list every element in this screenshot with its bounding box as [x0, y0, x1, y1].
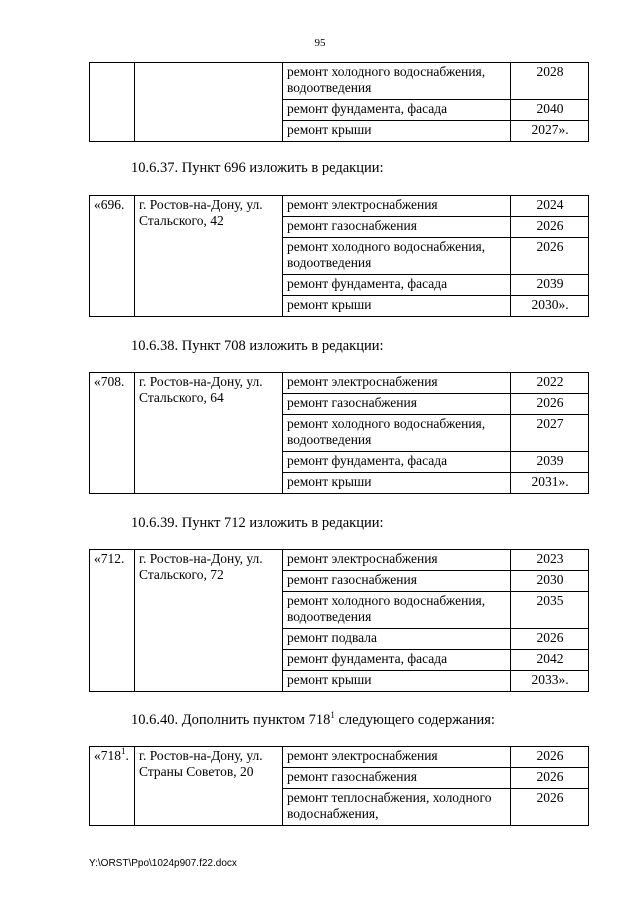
work-cell: ремонт холодного водоснабжения, водоотведения	[283, 238, 511, 275]
year-cell: 2026	[511, 747, 589, 768]
address-cell: г. Ростов-на-Дону, ул. Страны Советов, 20	[135, 747, 283, 826]
caption-superscript: 1	[330, 710, 335, 720]
work-cell: ремонт теплоснабжения, холодного водоснабжения,	[283, 789, 511, 826]
work-cell: ремонт электроснабжения	[283, 373, 511, 394]
work-cell: ремонт фундамента, фасада	[283, 100, 511, 121]
address-cell: г. Ростов-на-Дону, ул. Стальского, 42	[135, 196, 283, 317]
work-cell: ремонт фундамента, фасада	[283, 650, 511, 671]
table-row	[90, 550, 589, 571]
year-cell: 2039	[511, 275, 589, 296]
item-number-superscript: 1	[121, 746, 126, 756]
year-cell: 2039	[511, 452, 589, 473]
work-cell: ремонт крыши	[283, 671, 511, 692]
work-cell: ремонт холодного водоснабжения, водоотведения	[283, 63, 511, 100]
work-cell: ремонт фундамента, фасада	[283, 275, 511, 296]
caption-main: 10.6.40. Дополнить пунктом 718	[131, 712, 331, 728]
address-cell: г. Ростов-на-Дону, ул. Стальского, 72	[135, 550, 283, 692]
item-number: «718	[94, 748, 121, 763]
work-cell: ремонт электроснабжения	[283, 747, 511, 768]
item-number-cell: «708.	[90, 373, 135, 494]
year-cell: 2042	[511, 650, 589, 671]
year-cell: 2022	[511, 373, 589, 394]
year-cell: 2030	[511, 571, 589, 592]
year-cell: 2026	[511, 768, 589, 789]
item-number-cell: «696.	[90, 196, 135, 317]
year-cell: 2031».	[511, 473, 589, 494]
year-cell: 2027».	[511, 121, 589, 142]
year-cell: 2030».	[511, 296, 589, 317]
item-number-cell	[90, 63, 135, 142]
year-cell: 2035	[511, 592, 589, 629]
section-caption: 10.6.37. Пункт 696 изложить в редакции:	[131, 160, 384, 176]
table-row	[90, 196, 589, 217]
section-caption: 10.6.38. Пункт 708 изложить в редакции:	[131, 338, 384, 354]
table-row	[90, 373, 589, 394]
work-cell: ремонт газоснабжения	[283, 768, 511, 789]
work-cell: ремонт газоснабжения	[283, 571, 511, 592]
address-cell: г. Ростов-на-Дону, ул. Стальского, 64	[135, 373, 283, 494]
work-cell: ремонт крыши	[283, 296, 511, 317]
work-cell: ремонт крыши	[283, 473, 511, 494]
address-cell	[135, 63, 283, 142]
item-number-cell	[90, 747, 135, 826]
table-row	[90, 747, 589, 768]
section-caption: 10.6.39. Пункт 712 изложить в редакции:	[131, 515, 384, 531]
year-cell: 2028	[511, 63, 589, 100]
table-item-708	[89, 372, 589, 494]
work-cell: ремонт холодного водоснабжения, водоотведения	[283, 415, 511, 452]
year-cell: 2027	[511, 415, 589, 452]
table-continuation	[89, 62, 589, 142]
work-cell: ремонт холодного водоснабжения, водоотведения	[283, 592, 511, 629]
year-cell: 2026	[511, 217, 589, 238]
table-item-712	[89, 549, 589, 692]
footer-file-path: Y:\ORST\Ppo\1024p907.f22.docx	[89, 858, 237, 869]
table-item-718-1	[89, 746, 589, 826]
work-cell: ремонт электроснабжения	[283, 550, 511, 571]
work-cell: ремонт крыши	[283, 121, 511, 142]
caption-rest: следующего содержания:	[334, 712, 495, 728]
item-number-end: .	[125, 748, 129, 763]
work-cell: ремонт фундамента, фасада	[283, 452, 511, 473]
year-cell: 2026	[511, 789, 589, 826]
work-cell: ремонт газоснабжения	[283, 394, 511, 415]
table-item-696	[89, 195, 589, 317]
work-cell: ремонт газоснабжения	[283, 217, 511, 238]
year-cell: 2026	[511, 629, 589, 650]
table-row	[90, 63, 589, 100]
item-number-cell: «712.	[90, 550, 135, 692]
work-cell: ремонт подвала	[283, 629, 511, 650]
year-cell: 2023	[511, 550, 589, 571]
page-number: 95	[314, 37, 326, 49]
year-cell: 2026	[511, 238, 589, 275]
year-cell: 2040	[511, 100, 589, 121]
year-cell: 2024	[511, 196, 589, 217]
year-cell: 2033».	[511, 671, 589, 692]
work-cell: ремонт электроснабжения	[283, 196, 511, 217]
year-cell: 2026	[511, 394, 589, 415]
section-caption	[131, 712, 495, 729]
